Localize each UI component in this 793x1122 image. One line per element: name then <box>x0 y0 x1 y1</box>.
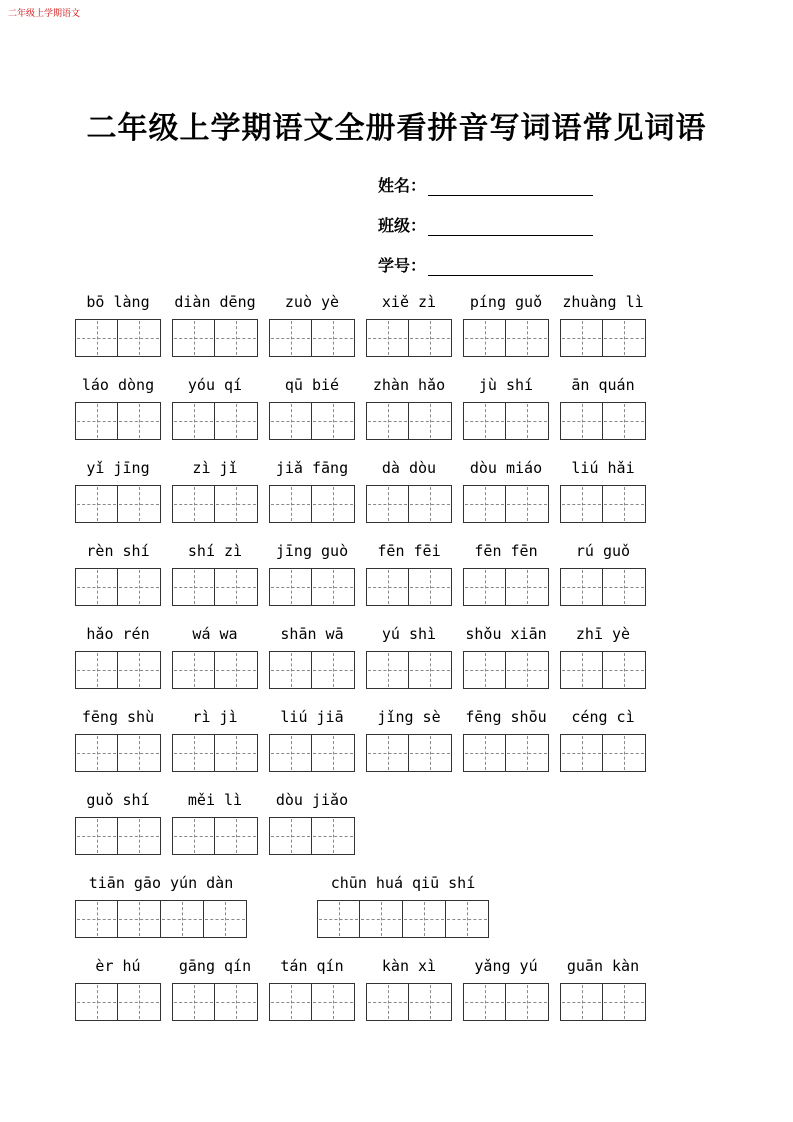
word-group <box>75 292 161 357</box>
character-cell <box>409 734 452 772</box>
writing-boxes <box>75 651 161 689</box>
writing-boxes <box>463 319 549 357</box>
character-cell <box>463 485 506 523</box>
name-field-label: 姓名： <box>378 178 427 195</box>
character-cell <box>75 568 118 606</box>
character-cell <box>75 900 118 938</box>
character-cell <box>506 983 549 1021</box>
word-group <box>560 292 646 357</box>
character-cell <box>560 402 603 440</box>
name-blank-line <box>428 176 593 196</box>
word-group <box>463 707 549 772</box>
pinyin-label: èr hú <box>95 957 141 975</box>
writing-boxes <box>269 319 355 357</box>
pinyin-label: rèn shí <box>86 542 150 560</box>
writing-boxes <box>366 568 452 606</box>
writing-boxes <box>75 485 161 523</box>
character-cell <box>603 485 646 523</box>
writing-boxes <box>75 900 247 938</box>
character-cell <box>118 319 161 357</box>
character-cell <box>312 568 355 606</box>
word-group <box>172 541 258 606</box>
writing-boxes <box>269 568 355 606</box>
character-cell <box>172 651 215 689</box>
writing-boxes <box>172 651 258 689</box>
character-cell <box>118 485 161 523</box>
character-cell <box>366 319 409 357</box>
character-cell <box>161 900 204 938</box>
writing-boxes <box>463 485 549 523</box>
character-cell <box>118 817 161 855</box>
pinyin-label: kàn xì <box>381 957 437 975</box>
word-group <box>269 790 355 855</box>
writing-boxes <box>172 983 258 1021</box>
writing-boxes <box>366 402 452 440</box>
word-group <box>75 873 247 938</box>
writing-boxes <box>269 402 355 440</box>
student-id-field-label: 学号： <box>378 258 427 275</box>
pinyin-label: gāng qín <box>178 957 252 975</box>
word-group <box>172 458 258 523</box>
writing-boxes <box>172 568 258 606</box>
pinyin-label: láo dòng <box>81 376 155 394</box>
character-cell <box>215 568 258 606</box>
word-group <box>75 790 161 855</box>
character-cell <box>172 817 215 855</box>
character-cell <box>312 485 355 523</box>
character-cell <box>269 402 312 440</box>
word-group <box>172 624 258 689</box>
word-row <box>75 956 646 1021</box>
character-cell <box>506 485 549 523</box>
character-cell <box>360 900 403 938</box>
character-cell <box>75 651 118 689</box>
character-cell <box>312 651 355 689</box>
character-cell <box>75 485 118 523</box>
word-group <box>172 956 258 1021</box>
pinyin-label: tiān gāo yún dàn <box>88 874 234 892</box>
character-cell <box>215 817 258 855</box>
character-cell <box>366 983 409 1021</box>
word-group <box>269 707 355 772</box>
writing-boxes <box>560 734 646 772</box>
writing-boxes <box>560 402 646 440</box>
pinyin-label: zuò yè <box>284 293 340 311</box>
character-cell <box>172 568 215 606</box>
word-group <box>366 707 452 772</box>
word-group <box>269 292 355 357</box>
writing-boxes <box>75 319 161 357</box>
pinyin-label: xiě zì <box>381 293 437 311</box>
word-row <box>75 375 646 440</box>
character-cell <box>118 900 161 938</box>
pinyin-label: zhī yè <box>575 625 631 643</box>
writing-boxes <box>560 651 646 689</box>
character-cell <box>409 983 452 1021</box>
character-cell <box>409 568 452 606</box>
writing-boxes <box>75 568 161 606</box>
pinyin-label: fēn fēi <box>377 542 441 560</box>
character-cell <box>506 402 549 440</box>
pinyin-label: ān quán <box>571 376 635 394</box>
pinyin-label: zhàn hǎo <box>372 376 446 394</box>
writing-boxes <box>463 568 549 606</box>
pinyin-label: chūn huá qiū shí <box>330 874 476 892</box>
word-group <box>75 541 161 606</box>
writing-boxes <box>463 402 549 440</box>
character-cell <box>463 651 506 689</box>
character-cell <box>269 983 312 1021</box>
writing-boxes <box>269 983 355 1021</box>
class-field-label: 班级： <box>378 218 427 235</box>
character-cell <box>75 983 118 1021</box>
pinyin-label: qū bié <box>284 376 340 394</box>
character-cell <box>269 319 312 357</box>
word-group <box>269 541 355 606</box>
word-group <box>269 375 355 440</box>
character-cell <box>215 402 258 440</box>
character-cell <box>269 568 312 606</box>
pinyin-label: liú jiā <box>280 708 344 726</box>
word-group <box>75 707 161 772</box>
character-cell <box>603 568 646 606</box>
pinyin-label: dòu miáo <box>469 459 543 477</box>
pinyin-label: céng cì <box>571 708 635 726</box>
character-cell <box>409 651 452 689</box>
character-cell <box>215 983 258 1021</box>
pinyin-label: jù shí <box>478 376 534 394</box>
word-group <box>269 956 355 1021</box>
character-cell <box>463 568 506 606</box>
word-group <box>172 707 258 772</box>
word-group <box>317 873 489 938</box>
word-row <box>75 292 646 357</box>
pinyin-label: zhuàng lì <box>562 293 644 311</box>
writing-boxes <box>75 402 161 440</box>
writing-boxes <box>366 651 452 689</box>
writing-boxes <box>269 734 355 772</box>
character-cell <box>312 402 355 440</box>
word-group <box>463 458 549 523</box>
word-group <box>75 956 161 1021</box>
word-group <box>463 375 549 440</box>
pinyin-label: rì jì <box>192 708 238 726</box>
writing-boxes <box>75 817 161 855</box>
pinyin-label: wá wa <box>192 625 238 643</box>
pinyin-label: yú shì <box>381 625 437 643</box>
writing-boxes <box>560 319 646 357</box>
page-title: 二年级上学期语文全册看拼音写词语常见词语 <box>86 112 707 145</box>
character-cell <box>506 568 549 606</box>
writing-boxes <box>463 734 549 772</box>
character-cell <box>560 734 603 772</box>
pinyin-label: jiǎ fāng <box>275 459 349 477</box>
pinyin-label: yóu qí <box>187 376 243 394</box>
writing-boxes <box>172 817 258 855</box>
character-cell <box>463 983 506 1021</box>
word-group <box>463 541 549 606</box>
character-cell <box>409 485 452 523</box>
character-cell <box>204 900 247 938</box>
word-group <box>172 375 258 440</box>
pinyin-label: zì jǐ <box>192 459 238 477</box>
character-cell <box>366 485 409 523</box>
pinyin-label: shí zì <box>187 542 243 560</box>
pinyin-label: hǎo rén <box>86 625 150 643</box>
word-group <box>560 375 646 440</box>
character-cell <box>312 983 355 1021</box>
class-field <box>378 214 593 236</box>
pinyin-label: fēng shù <box>81 708 155 726</box>
character-cell <box>603 983 646 1021</box>
word-group <box>366 624 452 689</box>
character-cell <box>75 319 118 357</box>
writing-boxes <box>366 983 452 1021</box>
word-row <box>75 458 646 523</box>
writing-boxes <box>269 651 355 689</box>
page-header-note: 二年级上学期语文 <box>8 8 81 18</box>
pinyin-label: dòu jiǎo <box>275 791 349 809</box>
writing-boxes <box>172 485 258 523</box>
pinyin-label: guān kàn <box>566 957 640 975</box>
word-group <box>463 292 549 357</box>
character-cell <box>118 734 161 772</box>
character-cell <box>312 817 355 855</box>
word-group <box>75 624 161 689</box>
character-cell <box>446 900 489 938</box>
word-group <box>366 956 452 1021</box>
word-group <box>75 375 161 440</box>
word-row <box>75 624 646 689</box>
word-group <box>366 541 452 606</box>
pinyin-label: měi lì <box>187 791 243 809</box>
writing-boxes <box>463 651 549 689</box>
writing-boxes <box>172 402 258 440</box>
character-cell <box>506 734 549 772</box>
pinyin-label: fēn fēn <box>474 542 538 560</box>
word-row <box>75 790 646 855</box>
character-cell <box>560 485 603 523</box>
character-cell <box>603 319 646 357</box>
character-cell <box>317 900 360 938</box>
character-cell <box>463 319 506 357</box>
word-row <box>75 707 646 772</box>
student-id-field <box>378 254 593 276</box>
writing-boxes <box>560 485 646 523</box>
word-row <box>75 541 646 606</box>
word-group <box>75 458 161 523</box>
pinyin-label: dà dòu <box>381 459 437 477</box>
pinyin-label: píng guǒ <box>469 293 543 311</box>
character-cell <box>172 983 215 1021</box>
pinyin-label: fēng shōu <box>465 708 547 726</box>
pinyin-label: guǒ shí <box>86 791 150 809</box>
pinyin-label: diàn dēng <box>174 293 256 311</box>
character-cell <box>366 568 409 606</box>
pinyin-label: liú hǎi <box>571 459 635 477</box>
writing-boxes <box>75 983 161 1021</box>
character-cell <box>269 485 312 523</box>
word-group <box>172 790 258 855</box>
writing-boxes <box>366 734 452 772</box>
worksheet-grid <box>75 292 646 1039</box>
character-cell <box>269 817 312 855</box>
character-cell <box>75 734 118 772</box>
character-cell <box>269 651 312 689</box>
pinyin-label: yǎng yú <box>474 957 538 975</box>
word-group <box>463 956 549 1021</box>
word-group <box>560 707 646 772</box>
writing-boxes <box>269 817 355 855</box>
writing-boxes <box>463 983 549 1021</box>
character-cell <box>603 651 646 689</box>
character-cell <box>603 734 646 772</box>
word-group <box>560 624 646 689</box>
character-cell <box>560 568 603 606</box>
character-cell <box>118 568 161 606</box>
character-cell <box>215 734 258 772</box>
character-cell <box>172 319 215 357</box>
character-cell <box>312 319 355 357</box>
pinyin-label: bō làng <box>86 293 150 311</box>
word-group <box>269 458 355 523</box>
word-group <box>366 458 452 523</box>
character-cell <box>463 402 506 440</box>
character-cell <box>172 485 215 523</box>
student-id-blank-line <box>428 256 593 276</box>
character-cell <box>312 734 355 772</box>
student-info-fields <box>378 174 593 294</box>
character-cell <box>118 651 161 689</box>
character-cell <box>118 983 161 1021</box>
word-group <box>560 458 646 523</box>
pinyin-label: jīng guò <box>275 542 349 560</box>
character-cell <box>215 319 258 357</box>
writing-boxes <box>172 319 258 357</box>
character-cell <box>172 734 215 772</box>
class-blank-line <box>428 216 593 236</box>
pinyin-label: yǐ jīng <box>86 459 150 477</box>
word-group <box>463 624 549 689</box>
pinyin-label: shǒu xiān <box>465 625 547 643</box>
writing-boxes <box>317 900 489 938</box>
character-cell <box>506 319 549 357</box>
character-cell <box>409 402 452 440</box>
word-group <box>560 541 646 606</box>
character-cell <box>506 651 549 689</box>
writing-boxes <box>172 734 258 772</box>
pinyin-label: shān wā <box>280 625 344 643</box>
character-cell <box>409 319 452 357</box>
character-cell <box>366 651 409 689</box>
writing-boxes <box>560 983 646 1021</box>
character-cell <box>463 734 506 772</box>
writing-boxes <box>75 734 161 772</box>
character-cell <box>269 734 312 772</box>
word-row <box>75 873 646 938</box>
character-cell <box>215 485 258 523</box>
character-cell <box>215 651 258 689</box>
word-group <box>172 292 258 357</box>
character-cell <box>75 817 118 855</box>
character-cell <box>560 319 603 357</box>
writing-boxes <box>366 485 452 523</box>
word-group <box>269 624 355 689</box>
pinyin-label: jǐng sè <box>377 708 441 726</box>
word-group <box>366 375 452 440</box>
word-group <box>366 292 452 357</box>
word-group <box>560 956 646 1021</box>
character-cell <box>118 402 161 440</box>
writing-boxes <box>269 485 355 523</box>
character-cell <box>560 651 603 689</box>
pinyin-label: rú guǒ <box>575 542 631 560</box>
character-cell <box>560 983 603 1021</box>
character-cell <box>366 734 409 772</box>
name-field <box>378 174 593 196</box>
character-cell <box>75 402 118 440</box>
character-cell <box>172 402 215 440</box>
character-cell <box>603 402 646 440</box>
writing-boxes <box>366 319 452 357</box>
character-cell <box>403 900 446 938</box>
pinyin-label: tán qín <box>280 957 344 975</box>
character-cell <box>366 402 409 440</box>
writing-boxes <box>560 568 646 606</box>
